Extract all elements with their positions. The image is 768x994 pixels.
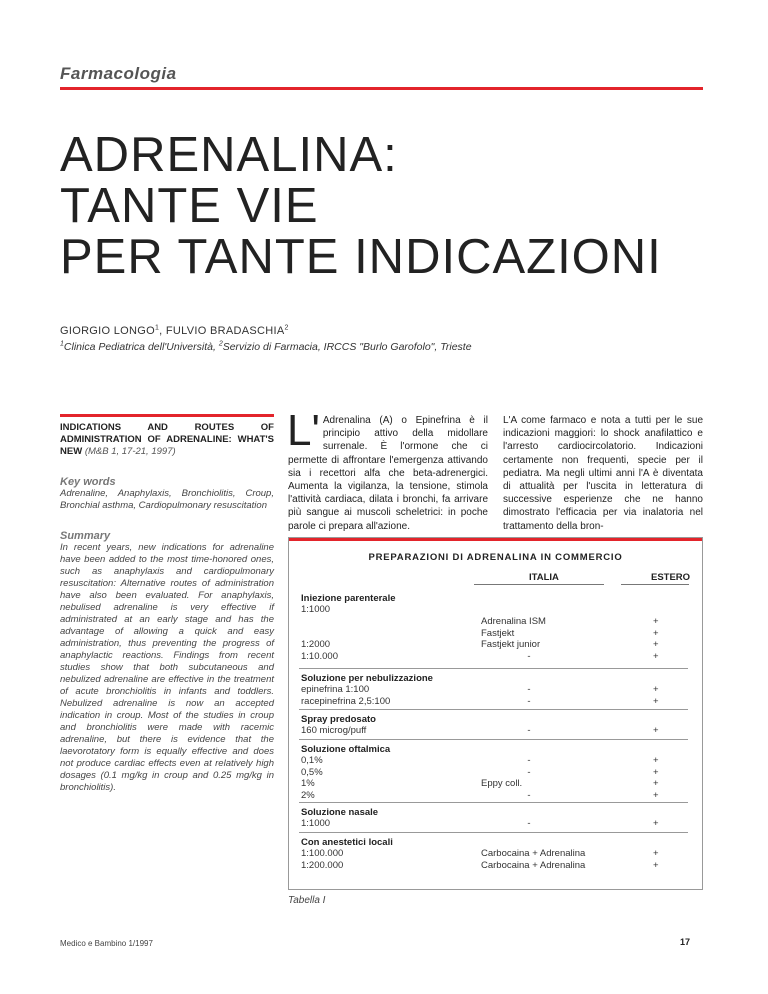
table-cell: 2% [301, 789, 315, 801]
table-cell: + [653, 639, 659, 650]
table-cell: 1:2000 [301, 639, 331, 650]
table-cell: + [653, 818, 659, 829]
title-line-3: PER TANTE INDICAZIONI [60, 230, 662, 284]
table-cell: + [653, 789, 659, 801]
table-title: PREPARAZIONI DI ADRENALINA IN COMMERCIO [368, 552, 623, 563]
estero-underline [621, 584, 689, 585]
body-column-1 [287, 406, 488, 533]
author-1-sup: 1 [154, 324, 160, 332]
authors: GIORGIO LONGO$^1$, FULVIO BRADASCHIA$^2$ [60, 324, 289, 337]
keywords-heading: Key words [60, 476, 116, 488]
row-separator [299, 668, 688, 669]
section-name: Iniezione parenterale [301, 593, 396, 604]
italia-underline [474, 584, 604, 585]
table-cell: + [653, 755, 659, 766]
affiliations [60, 341, 472, 353]
author-1: GIORGIO LONGO [60, 325, 155, 337]
english-title-text: INDICATIONS AND ROUTES OF ADMINISTRATION OF ADRENALINE: WHAT'S NEW [60, 422, 274, 457]
table-cell: - [527, 789, 531, 801]
table-cell: 0,1% [301, 755, 323, 766]
author-2: FULVIO BRADASCHIA [165, 325, 285, 337]
table-cell: - [527, 766, 531, 778]
sidebar [60, 422, 274, 794]
table-cell: 0,5% [301, 766, 323, 778]
english-title [60, 422, 274, 458]
column-header-estero: ESTERO [651, 572, 691, 583]
title-line-2: TANTE VIE [60, 179, 319, 233]
table-cell: + [653, 778, 659, 789]
table-cell: - [527, 684, 531, 695]
table-cell: + [653, 859, 659, 871]
sidebar-rule [60, 414, 274, 417]
summary-text: In recent years, new indications for adrenaline have been added to the most time-honored ones, such as anaphylaxis and cardiopulmonary resuscitation: Alternative routes of administration have also been evaluated. For anaphylaxis, nebulised adrenaline is very effective if administrated at an early stage and has the advantage of allowing a quick and easy administration, thus preventing the progress of anaphylactic reactions. Findings from recent studies show that both subcutaneous and nebulized adrenaline are effective in the treatment of acute bronchiolitis in infants and toddlers. Nebulized adrenaline is now an accepted indication in croup. Most of the studies in croup and bronchiolitis were made with racemic adrenaline, but there is evidence that the laevorotatory form is equally effective and does not produce cardiac effects even at relatively high dosages (0.1 mg/kg in croup and 0.25 mg/kg in bronchiolitis). [60, 542, 274, 793]
affil-1-sup: 1 [60, 340, 64, 348]
section-label: Farmacologia [60, 64, 177, 83]
table-cell: - [527, 755, 531, 766]
body-column-2: L'A come farmaco e nota a tutti per le sue indicazioni maggiori: lo shock anafilattico e l'arresto cardiocircolatorio. Indicazioni certamente non frequenti, specie per il pediatra. Ma negli ultimi anni l'A è diventata di attualità per l'uscita in letteratura di successive esperienze che ne hanno dimostrato l'efficacia per via inalatoria nel trattamento della bron- [503, 415, 703, 532]
table-cell: 1% [301, 778, 315, 789]
table-cell: + [653, 627, 659, 639]
table-cell: - [527, 695, 531, 707]
row-separator [299, 709, 688, 710]
author-2-sup: 2 [284, 324, 289, 332]
section-name: Soluzione oftalmica [301, 744, 391, 755]
table-cell: 1:1000 [301, 604, 331, 615]
top-rule [60, 87, 703, 90]
table-cell: + [653, 725, 659, 736]
journal-footer: Medico e Bambino 1/1997 [60, 939, 153, 948]
table-cell: + [653, 695, 659, 707]
keywords-text: Adrenaline, Anaphylaxis, Bronchiolitis, Croup, Bronchial asthma, Cardiopulmonary resuscitation [60, 488, 274, 511]
table-cell: 1:100.000 [301, 848, 344, 859]
section-name: Soluzione nasale [301, 807, 379, 818]
row-separator [299, 739, 688, 740]
affil-1: Clinica Pediatrica dell'Università, [63, 341, 219, 353]
table-top-rule [289, 538, 702, 541]
table-cell: Fastjekt junior [481, 639, 541, 650]
table-cell: epinefrina 1:100 [301, 684, 370, 695]
table-cell: + [653, 848, 659, 859]
table-cell: + [653, 650, 659, 662]
table-cell: + [653, 684, 659, 695]
section-name: Soluzione per nebulizzazione [301, 673, 433, 684]
preparations-table [288, 537, 703, 890]
drop-cap: L' [287, 406, 320, 455]
article-title [60, 130, 662, 283]
body-column-1-text: Adrenalina (A) o Epinefrina è il principio attivo della midollare surrenale. È l'ormone che ci permette di affrontare l'emergenza attivando sia i recettori alfa che beta-adrenergici. Aumenta la vigilanza, la tensione, stimola l'attività cardiaca, dilata i bronchi, fa arrivare più sangue ai muscoli scheletrici: in poche parole ci prepara all'azione. [288, 415, 488, 532]
table-cell: Carbocaina + Adrenalina [481, 848, 586, 859]
section-name: Con anestetici locali [301, 837, 393, 848]
table-cell: 1:200.000 [301, 859, 344, 871]
affil-2: Servizio di Farmacia, IRCCS "Burlo Garofolo", Trieste [222, 341, 472, 353]
table-cell: Adrenalina ISM [481, 616, 546, 627]
title-line-1: ADRENALINA: [60, 128, 398, 182]
table-cell: - [527, 818, 531, 829]
table-cell: Carbocaina + Adrenalina [481, 859, 586, 871]
table-cell: racepinefrina 2,5:100 [301, 695, 391, 707]
citation-ref: (M&B 1, 17-21, 1997) [84, 446, 176, 457]
table-cell: 1:10.000 [301, 650, 338, 662]
column-header-italia: ITALIA [529, 572, 559, 583]
table-cell: 160 microg/puff [301, 725, 367, 736]
table-cell: 1:1000 [301, 818, 331, 829]
table-cell: - [527, 725, 531, 736]
affil-2-sup: 2 [218, 340, 223, 348]
table-cell: Eppy coll. [481, 778, 523, 789]
page-number: 17 [680, 937, 691, 947]
table-cell: + [653, 766, 659, 778]
row-separator [299, 802, 688, 803]
section-name: Spray predosato [301, 714, 376, 725]
row-separator [299, 832, 688, 833]
table-caption: Tabella I [288, 895, 326, 906]
summary-heading: Summary [60, 530, 111, 542]
table-cell: Fastjekt [481, 627, 515, 639]
table-cell: + [653, 616, 659, 627]
table-cell: - [527, 650, 531, 662]
